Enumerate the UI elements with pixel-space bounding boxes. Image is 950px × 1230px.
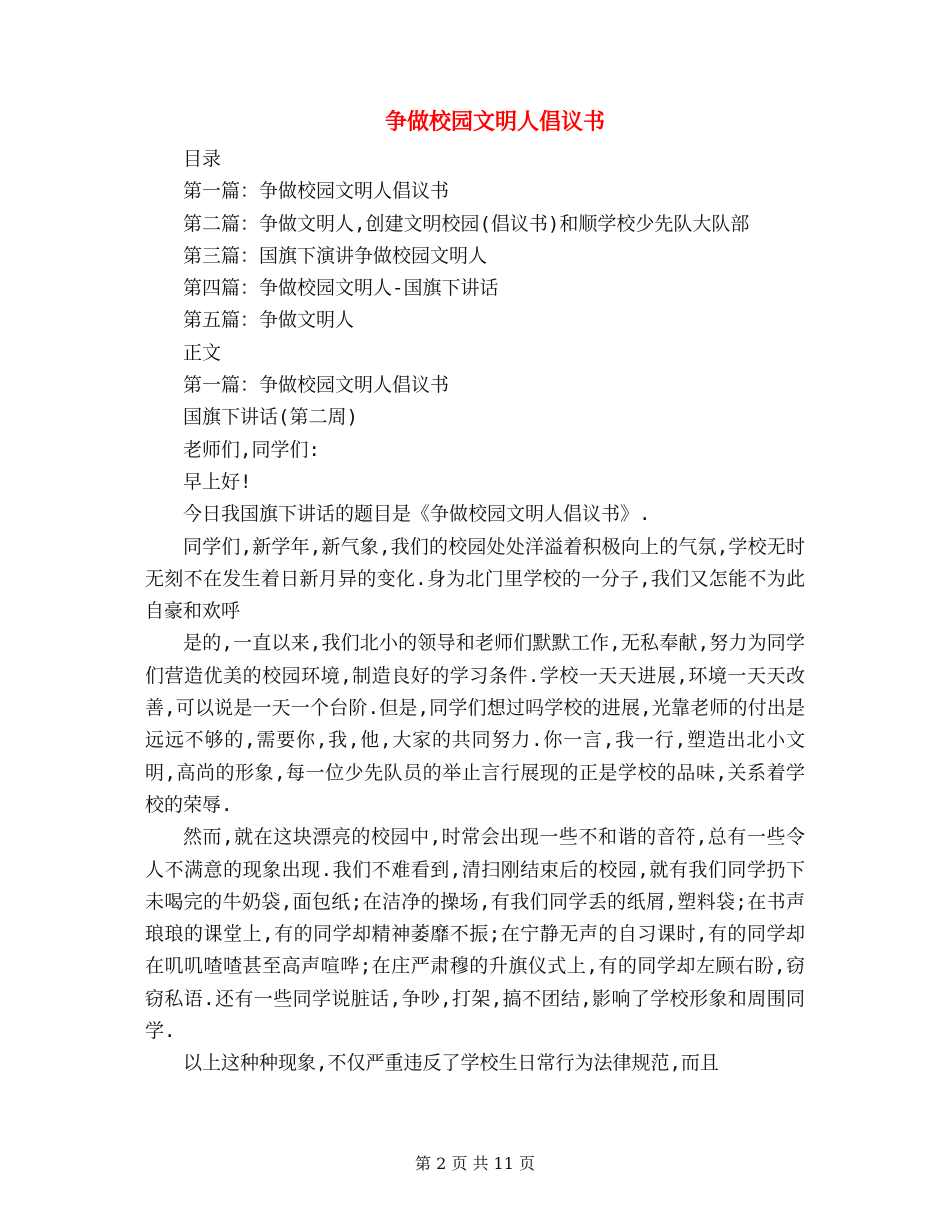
toc-heading: 目录 bbox=[183, 148, 222, 170]
document-body bbox=[145, 143, 805, 1080]
section-title: 第一篇：争做校园文明人倡议书 bbox=[183, 374, 450, 397]
paragraph-2: 是的,一直以来,我们北小的领导和老师们默默工作,无私奉献,努力为同学们营造优美的校园环境,制造良好的学习条件.学校一天天进展,环境一天天改善,可以说是一天一个台阶.但是,同学们想过吗学校的进展,光靠老师的付出是远远不够的,需要你,我,他,大家的共同努力.你一言,我一行,塑造出北小文明,高尚的形象,每一位少先队员的举止言行展现的正是学校的品味,关系着学校的荣辱. bbox=[145, 632, 805, 816]
toc-item-2: 第二篇：争做文明人,创建文明校园(倡议书)和顺学校少先队大队部 bbox=[183, 212, 750, 235]
body-heading: 正文 bbox=[183, 341, 222, 364]
greeting: 早上好! bbox=[183, 470, 252, 493]
page-footer bbox=[0, 1152, 950, 1176]
footer-prefix: 第 bbox=[414, 1154, 431, 1173]
document-title: 争做校园文明人倡议书 bbox=[384, 109, 605, 135]
toc-item-4: 第四篇：争做校园文明人-国旗下讲话 bbox=[183, 277, 499, 300]
toc-item-1: 第一篇：争做校园文明人倡议书 bbox=[183, 180, 450, 203]
footer-middle: 页 共 bbox=[451, 1154, 489, 1173]
salutation: 老师们,同学们: bbox=[183, 438, 320, 461]
footer-page-number: 2 bbox=[436, 1154, 447, 1173]
footer-suffix: 页 bbox=[519, 1154, 536, 1173]
paragraph-intro: 今日我国旗下讲话的题目是《争做校园文明人倡议书》. bbox=[183, 503, 651, 526]
speech-subtitle: 国旗下讲话(第二周) bbox=[183, 406, 358, 429]
paragraph-3: 然而,就在这块漂亮的校园中,时常会出现一些不和谐的音符,总有一些令人不满意的现象出现.我们不难看到,清扫刚结束后的校园,就有我们同学扔下未喝完的牛奶袋,面包纸;在洁净的操场,有我们同学丢的纸屑,塑料袋;在书声琅琅的课堂上,有的同学却精神萎靡不振;在宁静无声的自习课时,有的同学却在叽叽喳喳甚至高声喧哗;在庄严肃穆的升旗仪式上,有的同学却左顾右盼,窃窃私语.还有一些同学说脏话,争吵,打架,搞不团结,影响了学校形象和周围同学. bbox=[145, 826, 805, 1043]
paragraph-4: 以上这种种现象,不仅严重违反了学校生日常行为法律规范,而且 bbox=[183, 1052, 719, 1075]
paragraph-1: 同学们,新学年,新气象,我们的校园处处洋溢着积极向上的气氛,学校无时无刻不在发生着日新月异的变化.身为北门里学校的一分子,我们又怎能不为此自豪和欢呼 bbox=[145, 535, 805, 623]
toc-item-3: 第三篇：国旗下演讲争做校园文明人 bbox=[183, 244, 488, 267]
footer-total-pages: 11 bbox=[493, 1154, 514, 1173]
toc-item-5: 第五篇：争做文明人 bbox=[183, 309, 355, 332]
